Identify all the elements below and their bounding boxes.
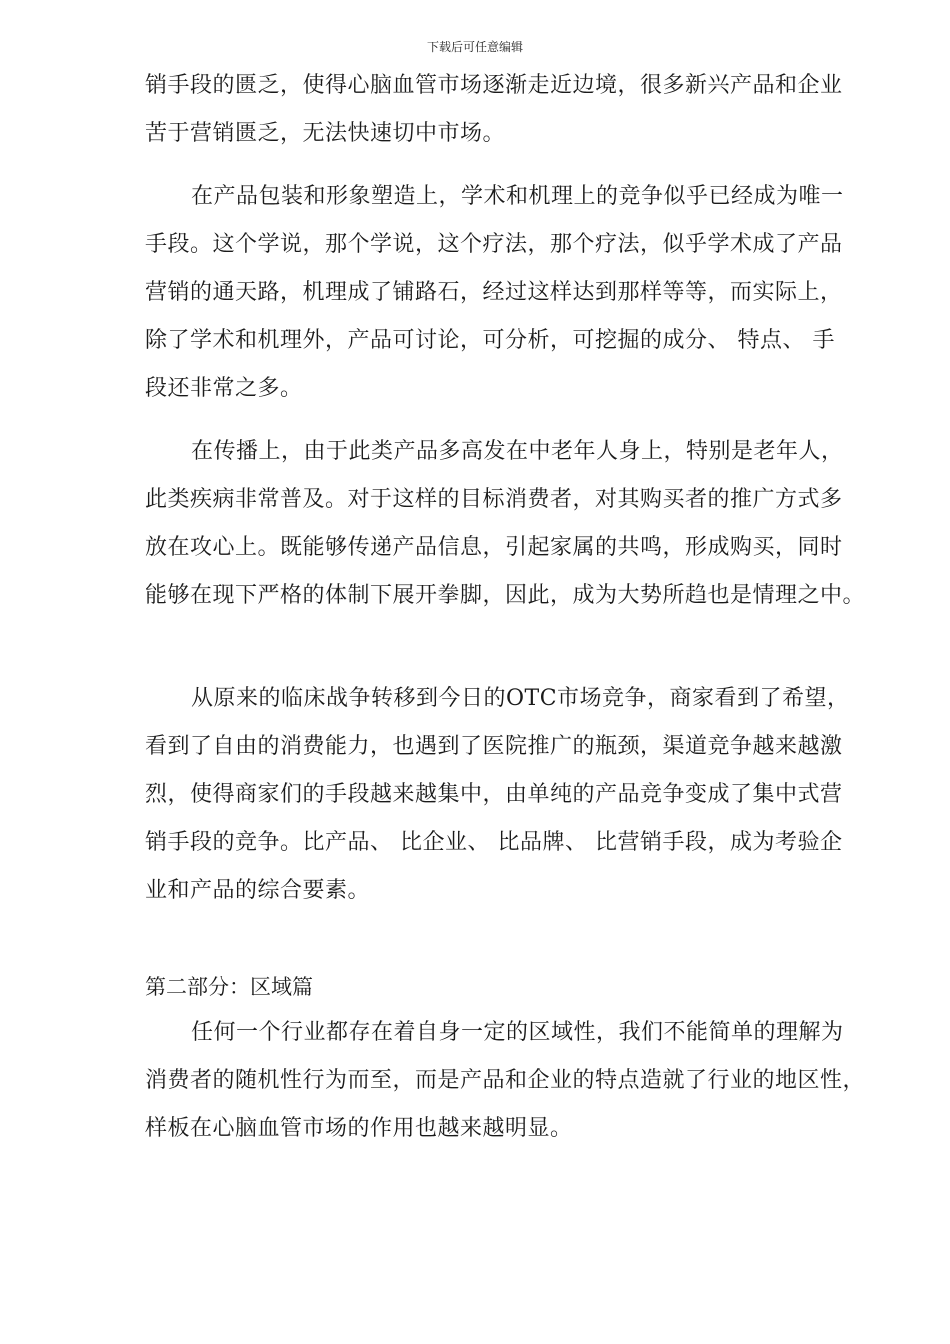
text-line: 消费者的随机性行为而至，而是产品和企业的特点造就了行业的地区性， xyxy=(145,1068,866,1093)
paragraph-otc-market xyxy=(145,675,880,915)
section-heading: 第二部分：区域篇 xyxy=(145,975,313,999)
text-line: 样板在心脑血管市场的作用也越来越明显。 xyxy=(145,1116,573,1141)
text-line: 销手段的竞争。比产品、 比企业、 比品牌、 比营销手段，成为考验企 xyxy=(145,830,843,855)
text-line: 从原来的临床战争转移到今日的OTC市场竞争，商家看到了希望， xyxy=(191,686,850,711)
text-line: 业和产品的综合要素。 xyxy=(145,878,371,903)
text-line: 销手段的匮乏，使得心脑血管市场逐渐走近边境，很多新兴产品和企业 xyxy=(145,73,843,98)
text-line: 段还非常之多。 xyxy=(145,376,303,401)
text-line: 此类疾病非常普及。对于这样的目标消费者，对其购买者的推广方式多 xyxy=(145,487,843,512)
paragraph-communication xyxy=(145,428,880,620)
text-line: 在传播上，由于此类产品多高发在中老年人身上，特别是老年人， xyxy=(191,439,844,464)
document-body xyxy=(145,62,880,1153)
text-line: 手段。这个学说，那个学说，这个疗法，那个疗法，似乎学术成了产品 xyxy=(145,232,843,257)
text-line: 营销的通天路，机理成了铺路石，经过这样达到那样等等，而实际上， xyxy=(145,280,843,305)
text-line: 放在攻心上。既能够传递产品信息，引起家属的共鸣，形成购买，同时 xyxy=(145,535,843,560)
paragraph-packaging xyxy=(145,173,880,413)
paragraph-continued xyxy=(145,62,880,158)
section-regional xyxy=(145,965,880,1153)
text-line: 烈，使得商家们的手段越来越集中，由单纯的产品竞争变成了集中式营 xyxy=(145,782,843,807)
text-line: 能够在现下严格的体制下展开拳脚，因此，成为大势所趋也是情理之中。 xyxy=(145,583,866,608)
text-line: 除了学术和机理外，产品可讨论，可分析，可挖掘的成分、 特点、 手 xyxy=(145,328,835,353)
page-header: 下载后可任意编辑 xyxy=(426,40,523,54)
text-line: 在产品包装和形象塑造上，学术和机理上的竞争似乎已经成为唯一 xyxy=(191,184,844,209)
text-line: 苦于营销匮乏，无法快速切中市场。 xyxy=(145,121,506,146)
text-line: 看到了自由的消费能力，也遇到了医院推广的瓶颈，渠道竞争越来越激 xyxy=(145,734,843,759)
text-line: 任何一个行业都存在着自身一定的区域性，我们不能简单的理解为 xyxy=(191,1020,844,1045)
